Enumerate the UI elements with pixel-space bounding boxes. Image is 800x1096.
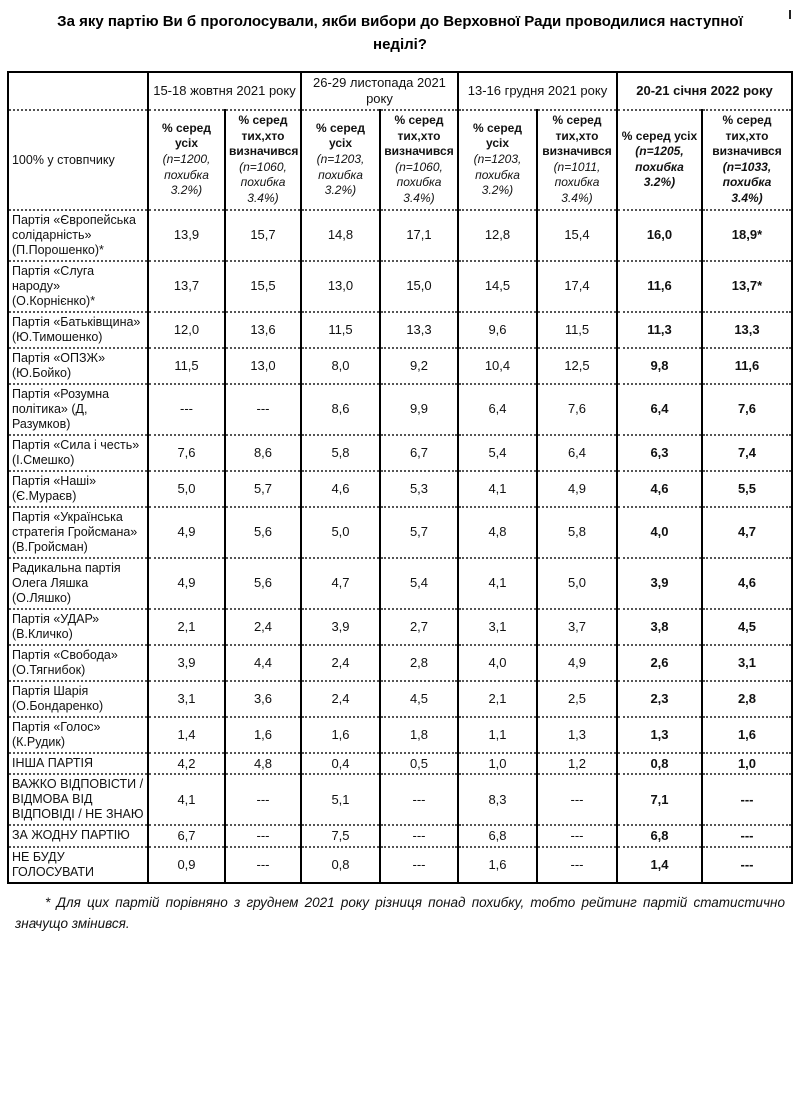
value-cell: --- (537, 774, 617, 825)
row-label: НЕ БУДУ ГОЛОСУВАТИ (8, 847, 148, 883)
value-cell: 7,6 (148, 435, 225, 471)
row-label: Партія «Українська стратегія Гройсмана» (В.Гройсман) (8, 507, 148, 558)
base-cell: 100% у стовпчику (8, 110, 148, 210)
value-cell: --- (225, 825, 301, 847)
corner-cell (8, 72, 148, 111)
value-cell: 17,4 (537, 261, 617, 312)
subheader-note: (n=1205, похибка 3.2%) (635, 144, 684, 190)
row-label: Партія «Розумна політика» (Д, Разумков) (8, 384, 148, 435)
value-cell: 13,0 (225, 348, 301, 384)
table-row (8, 847, 792, 883)
value-cell: 15,5 (225, 261, 301, 312)
table-row (8, 558, 792, 609)
value-cell: 13,3 (702, 312, 792, 348)
value-cell: 3,1 (702, 645, 792, 681)
value-cell: --- (225, 847, 301, 883)
value-cell: 1,1 (458, 717, 537, 753)
table-row (8, 825, 792, 847)
table-row (8, 681, 792, 717)
value-cell: 4,4 (225, 645, 301, 681)
table-row (8, 210, 792, 261)
value-cell: --- (702, 847, 792, 883)
value-cell: 0,4 (301, 753, 380, 775)
value-cell: 4,1 (458, 471, 537, 507)
value-cell: 4,0 (617, 507, 702, 558)
value-cell: 18,9* (702, 210, 792, 261)
table-row (8, 774, 792, 825)
period-header-nov: 26-29 листопада 2021 року (301, 72, 458, 111)
value-cell: 6,8 (617, 825, 702, 847)
value-cell: --- (225, 384, 301, 435)
row-label: Партія «Сила і честь» (І.Смешко) (8, 435, 148, 471)
value-cell: 6,7 (148, 825, 225, 847)
value-cell: 3,9 (617, 558, 702, 609)
value-cell: 4,2 (148, 753, 225, 775)
value-cell: 5,4 (380, 558, 458, 609)
value-cell: --- (702, 774, 792, 825)
value-cell: 6,7 (380, 435, 458, 471)
row-label: Партія «Батьківщина» (Ю.Тимошенко) (8, 312, 148, 348)
value-cell: 12,0 (148, 312, 225, 348)
value-cell: 4,6 (702, 558, 792, 609)
value-cell: 2,4 (301, 645, 380, 681)
value-cell: 13,9 (148, 210, 225, 261)
subheader-label: % серед тих,хто визначився (712, 113, 782, 159)
table-row (8, 717, 792, 753)
value-cell: --- (380, 774, 458, 825)
row-label: ВАЖКО ВІДПОВІСТИ / ВІДМОВА ВІД ВІДПОВІДІ / НЕ ЗНАЮ (8, 774, 148, 825)
value-cell: 1,0 (702, 753, 792, 775)
value-cell: 5,8 (537, 507, 617, 558)
subheader-dec-all (458, 110, 537, 210)
subheader-nov-decided (380, 110, 458, 210)
value-cell: 5,4 (458, 435, 537, 471)
value-cell: --- (148, 384, 225, 435)
row-label: Партія «Слуга народу» (О.Корнієнко)* (8, 261, 148, 312)
value-cell: 3,1 (458, 609, 537, 645)
value-cell: 8,3 (458, 774, 537, 825)
value-cell: 12,5 (537, 348, 617, 384)
value-cell: 1,6 (702, 717, 792, 753)
subheader-label: % серед усіх (621, 128, 698, 143)
table-row (8, 645, 792, 681)
value-cell: 3,6 (225, 681, 301, 717)
value-cell: 2,4 (225, 609, 301, 645)
row-label: Партія «Наші» (Є.Мураєв) (8, 471, 148, 507)
table-row (8, 261, 792, 312)
value-cell: 5,7 (380, 507, 458, 558)
period-header-jan: 20-21 січня 2022 року (617, 72, 792, 111)
value-cell: 13,6 (225, 312, 301, 348)
value-cell: 0,9 (148, 847, 225, 883)
period-header-dec: 13-16 грудня 2021 року (458, 72, 617, 111)
row-label: Партія «УДАР» (В.Кличко) (8, 609, 148, 645)
value-cell: 1,3 (617, 717, 702, 753)
poll-results-table (7, 71, 793, 884)
subheader-label: % серед усіх (161, 120, 211, 151)
value-cell: 8,6 (225, 435, 301, 471)
table-body (8, 210, 792, 883)
period-header-oct: 15-18 жовтня 2021 року (148, 72, 301, 111)
value-cell: 5,6 (225, 507, 301, 558)
value-cell: 3,8 (617, 609, 702, 645)
value-cell: 14,8 (301, 210, 380, 261)
value-cell: 9,9 (380, 384, 458, 435)
value-cell: 6,8 (458, 825, 537, 847)
value-cell: 4,9 (537, 645, 617, 681)
table-header (8, 72, 792, 210)
value-cell: 2,8 (702, 681, 792, 717)
value-cell: 14,5 (458, 261, 537, 312)
subheader-jan-decided (702, 110, 792, 210)
value-cell: 4,1 (148, 774, 225, 825)
subheader-row (8, 110, 792, 210)
row-label: Партія «Свобода» (О.Тягнибок) (8, 645, 148, 681)
value-cell: --- (537, 825, 617, 847)
value-cell: 4,0 (458, 645, 537, 681)
subheader-note: (n=1011, похибка 3.4%) (553, 159, 601, 205)
value-cell: 5,3 (380, 471, 458, 507)
value-cell: 7,6 (537, 384, 617, 435)
table-row (8, 471, 792, 507)
value-cell: 4,7 (702, 507, 792, 558)
value-cell: 1,8 (380, 717, 458, 753)
value-cell: 4,9 (148, 558, 225, 609)
value-cell: 13,7 (148, 261, 225, 312)
value-cell: 8,6 (301, 384, 380, 435)
row-label: ЗА ЖОДНУ ПАРТІЮ (8, 825, 148, 847)
value-cell: 4,9 (537, 471, 617, 507)
value-cell: 11,5 (148, 348, 225, 384)
subheader-jan-all (617, 110, 702, 210)
value-cell: 2,1 (148, 609, 225, 645)
value-cell: 4,7 (301, 558, 380, 609)
row-label: Партія «Голос» (К.Рудик) (8, 717, 148, 753)
value-cell: 16,0 (617, 210, 702, 261)
table-row (8, 507, 792, 558)
value-cell: 7,4 (702, 435, 792, 471)
subheader-label: % серед тих,хто визначився (228, 113, 299, 159)
row-label: Радикальна партія Олега Ляшка (О.Ляшко) (8, 558, 148, 609)
value-cell: 10,4 (458, 348, 537, 384)
value-cell: 8,0 (301, 348, 380, 384)
value-cell: 7,5 (301, 825, 380, 847)
value-cell: 5,0 (537, 558, 617, 609)
value-cell: 4,8 (225, 753, 301, 775)
value-cell: 6,4 (537, 435, 617, 471)
value-cell: 4,6 (301, 471, 380, 507)
value-cell: 11,5 (301, 312, 380, 348)
table-row (8, 384, 792, 435)
value-cell: --- (225, 774, 301, 825)
value-cell: 4,5 (702, 609, 792, 645)
subheader-note: (n=1203, похибка 3.2%) (316, 151, 365, 198)
table-row (8, 435, 792, 471)
value-cell: 13,7* (702, 261, 792, 312)
subheader-label: % серед тих,хто визначився (384, 113, 454, 159)
value-cell: 4,6 (617, 471, 702, 507)
value-cell: 5,0 (148, 471, 225, 507)
value-cell: 1,4 (148, 717, 225, 753)
value-cell: 0,5 (380, 753, 458, 775)
value-cell: --- (380, 825, 458, 847)
value-cell: 1,4 (617, 847, 702, 883)
table-row (8, 753, 792, 775)
value-cell: 5,7 (225, 471, 301, 507)
value-cell: 11,3 (617, 312, 702, 348)
value-cell: 9,8 (617, 348, 702, 384)
page-title: За яку партію Ви б проголосували, якби вибори до Верховної Ради проводилися наступної неділі? (57, 13, 743, 54)
row-label: Партія «Європейська солідарність» (П.Порошенко)* (8, 210, 148, 261)
subheader-dec-decided (537, 110, 617, 210)
subheader-note: (n=1060, похибка 3.4%) (395, 159, 443, 205)
value-cell: --- (702, 825, 792, 847)
footnote: * Для цих партій порівняно з груднем 2021 року різниця понад похибку, тобто рейтинг партій статистично значущо змінився. (15, 894, 785, 932)
table-row (8, 348, 792, 384)
value-cell: 1,3 (537, 717, 617, 753)
value-cell: 13,0 (301, 261, 380, 312)
value-cell: 4,1 (458, 558, 537, 609)
table-row (8, 609, 792, 645)
subheader-oct-all (148, 110, 225, 210)
value-cell: 1,0 (458, 753, 537, 775)
value-cell: 5,1 (301, 774, 380, 825)
value-cell: 2,8 (380, 645, 458, 681)
value-cell: 3,9 (301, 609, 380, 645)
value-cell: 6,4 (617, 384, 702, 435)
page (0, 10, 800, 1096)
value-cell: 9,2 (380, 348, 458, 384)
value-cell: --- (537, 847, 617, 883)
value-cell: 5,8 (301, 435, 380, 471)
value-cell: 13,3 (380, 312, 458, 348)
value-cell: 5,5 (702, 471, 792, 507)
value-cell: 11,6 (617, 261, 702, 312)
subheader-note: (n=1200, похибка 3.2%) (162, 151, 211, 198)
value-cell: 15,4 (537, 210, 617, 261)
subheader-oct-decided (225, 110, 301, 210)
value-cell: 2,5 (537, 681, 617, 717)
value-cell: --- (380, 847, 458, 883)
row-label: Партія Шарія (О.Бондаренко) (8, 681, 148, 717)
value-cell: 17,1 (380, 210, 458, 261)
value-cell: 12,8 (458, 210, 537, 261)
value-cell: 2,7 (380, 609, 458, 645)
subheader-nov-all (301, 110, 380, 210)
value-cell: 4,9 (148, 507, 225, 558)
value-cell: 4,5 (380, 681, 458, 717)
value-cell: 15,7 (225, 210, 301, 261)
value-cell: 7,6 (702, 384, 792, 435)
value-cell: 5,0 (301, 507, 380, 558)
subheader-label: % серед усіх (315, 120, 365, 151)
period-header-row (8, 72, 792, 111)
value-cell: 5,6 (225, 558, 301, 609)
value-cell: 2,1 (458, 681, 537, 717)
subheader-note: (n=1060, похибка 3.4%) (239, 159, 287, 205)
row-label: Партія «ОПЗЖ» (Ю.Бойко) (8, 348, 148, 384)
value-cell: 7,1 (617, 774, 702, 825)
subheader-label: % серед тих,хто визначився (542, 113, 612, 159)
value-cell: 3,7 (537, 609, 617, 645)
value-cell: 1,6 (301, 717, 380, 753)
value-cell: 3,1 (148, 681, 225, 717)
table-row (8, 312, 792, 348)
value-cell: 0,8 (301, 847, 380, 883)
value-cell: 2,3 (617, 681, 702, 717)
value-cell: 11,5 (537, 312, 617, 348)
value-cell: 2,6 (617, 645, 702, 681)
value-cell: 11,6 (702, 348, 792, 384)
value-cell: 15,0 (380, 261, 458, 312)
subheader-label: % серед усіх (472, 120, 522, 151)
stray-mark (789, 10, 791, 19)
value-cell: 9,6 (458, 312, 537, 348)
value-cell: 6,3 (617, 435, 702, 471)
value-cell: 4,8 (458, 507, 537, 558)
value-cell: 1,6 (225, 717, 301, 753)
value-cell: 3,9 (148, 645, 225, 681)
value-cell: 1,6 (458, 847, 537, 883)
subheader-note: (n=1203, похибка 3.2%) (473, 151, 522, 198)
value-cell: 0,8 (617, 753, 702, 775)
value-cell: 1,2 (537, 753, 617, 775)
row-label: ІНША ПАРТІЯ (8, 753, 148, 775)
subheader-note: (n=1033, похибка 3.4%) (722, 159, 772, 205)
value-cell: 6,4 (458, 384, 537, 435)
value-cell: 2,4 (301, 681, 380, 717)
